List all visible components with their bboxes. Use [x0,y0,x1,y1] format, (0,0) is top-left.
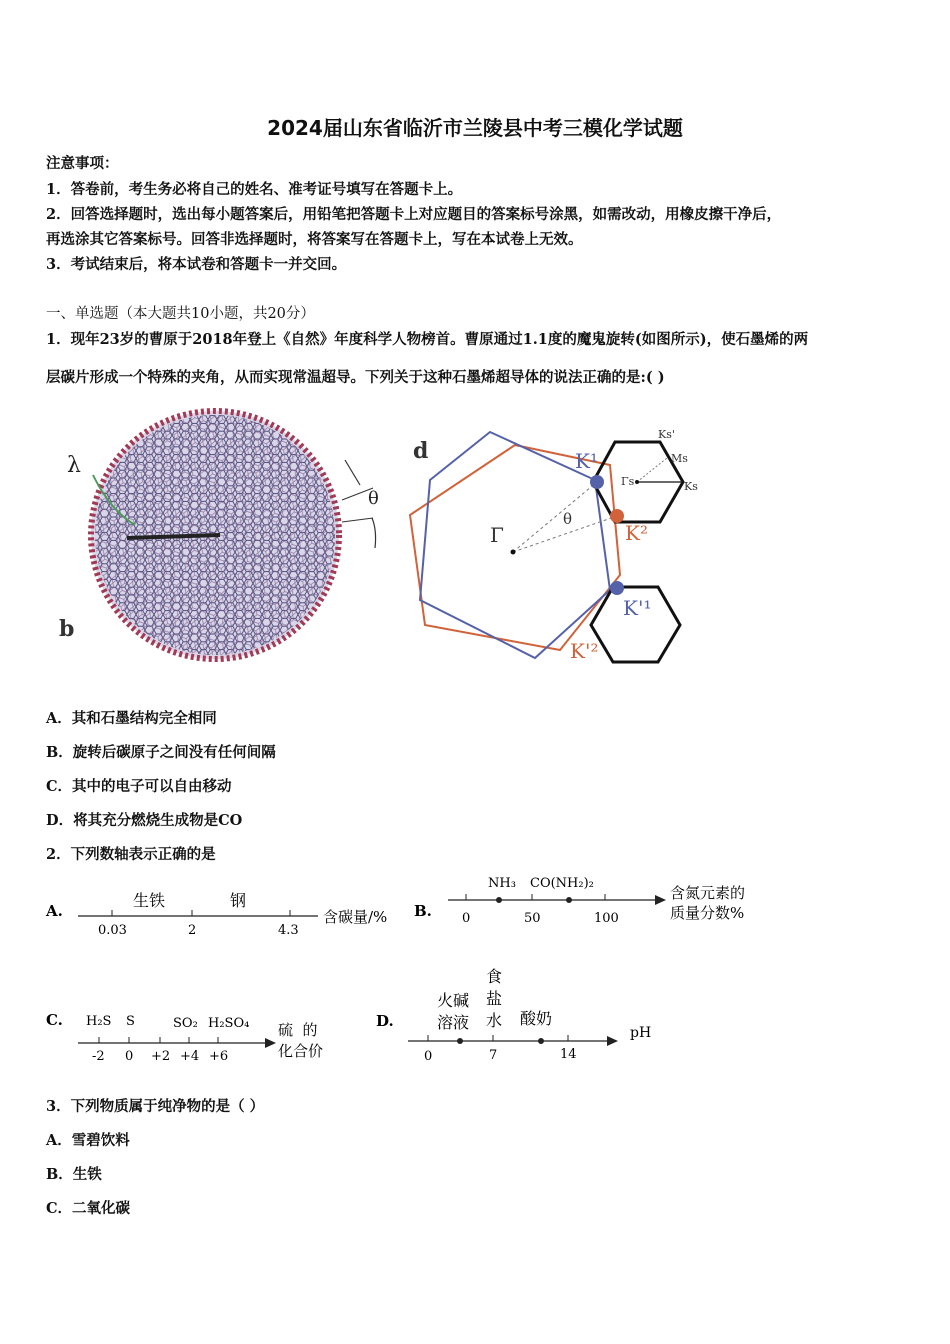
q3-stem: 3．下列物质属于纯净物的是（ ） [46,1098,265,1115]
q2-b-letter: B. [414,902,432,920]
notice-item-1: 1．答卷前，考生务必将自己的姓名、准考证号填写在答题卡上。 [46,181,463,198]
q3-option-b[interactable]: B．生铁 [46,1166,102,1183]
q1-option-b[interactable]: B．旋转后碳原子之间没有任何间隔 [46,744,276,761]
q2-d-label-salt-2: 盐 [486,989,503,1008]
q2-c-tick-2: 0 [125,1049,134,1064]
q2-a-tick-1: 0.03 [98,923,127,938]
k2-point [610,509,624,523]
notice-item-3: 3．考试结束后，将本试卷和答题卡一并交回。 [46,256,347,273]
ks-prime-label: Ks' [658,428,675,441]
kp2-label: K'² [570,639,599,663]
notice-heading: 注意事项： [46,155,119,172]
q2-b-label-nh3: NH₃ [488,876,516,891]
figure-d [405,420,705,670]
q2-c-axis-label-2: 化合价 [278,1042,324,1060]
theta-label-b: θ [368,488,379,509]
notice-item-2: 2．回答选择题时，选出每小题答案后，用铅笔把答题卡上对应题目的答案标号涂黑，如需改动，用橡皮擦干净后， [46,206,782,223]
gamma-label: Γ [490,523,504,547]
q2-b-axis-label-2: 质量分数% [670,904,745,922]
q2-stem: 2．下列数轴表示正确的是 [46,846,216,863]
q2-b-axis-label-1: 含氮元素的 [670,884,746,902]
q2-a-tick-2: 2 [188,923,197,938]
gamma-s-label: Γs [621,475,635,488]
q2-c-letter: C. [46,1011,63,1029]
q2-option-d[interactable] [372,962,672,1067]
q2-a-label-steel: 钢 [230,891,247,910]
q1-option-d[interactable]: D．将其充分燃烧生成物是CO [46,812,243,829]
q2-b-label-urea: CO(NH₂)₂ [530,876,594,891]
figure-d-label: d [413,438,429,464]
q3-option-a[interactable]: A．雪碧饮料 [46,1132,130,1149]
q2-c-axis-label-1: 硫 的 [278,1021,318,1039]
figure-b-label: b [59,616,75,642]
q2-d-letter: D. [376,1012,394,1030]
k1-point [590,475,604,489]
q2-b-tick-3: 100 [594,911,619,926]
q1-stem-line2: 层碳片形成一个特殊的夹角，从而实现常温超导。下列关于这种石墨烯超导体的说法正确的是:( ) [46,369,665,386]
q2-c-label-so2: SO₂ [173,1016,198,1031]
q3-option-c[interactable]: C．二氧化碳 [46,1200,131,1217]
notice-item-2-cont: 再选涂其它答案标号。回答非选择题时，将答案写在答题卡上，写在本试卷上无效。 [46,231,583,248]
q1-option-c[interactable]: C．其中的电子可以自由移动 [46,778,232,795]
q2-c-label-s: S [126,1014,135,1029]
ms-label: Ms [671,452,688,465]
kp1-point [610,581,624,595]
k2-label: K² [625,521,648,545]
q2-d-axis-label: pH [630,1025,652,1041]
q2-c-label-h2s: H₂S [86,1014,112,1029]
q2-d-label-yogurt: 酸奶 [520,1009,553,1028]
page-title: 2024届山东省临沂市兰陵县中考三模化学试题 [267,116,683,140]
q2-d-label-salt-1: 食 [486,967,503,986]
q1-option-a[interactable]: A．其和石墨结构完全相同 [46,710,217,727]
q1-stem-line1: 1．现年23岁的曹原于2018年登上《自然》年度科学人物榜首。曹原通过1.1度的魔鬼旋转(如图所示)，使石墨烯的两 [46,331,809,348]
q2-d-tick-2: 7 [489,1048,498,1063]
q2-a-axis-label: 含碳量/% [323,908,388,926]
q2-d-tick-1: 0 [424,1049,433,1064]
q2-a-letter: A. [46,902,63,920]
q2-a-tick-3: 4.3 [278,923,299,938]
q2-d-label-lye-1: 火碱 [437,991,470,1010]
q2-option-c[interactable] [40,1005,360,1070]
figure-b [55,400,400,670]
ks-label: Ks [684,480,698,493]
q2-d-label-lye-2: 溶液 [437,1013,470,1032]
lambda-label: λ [67,453,81,478]
q2-option-a[interactable] [40,880,410,945]
q2-c-tick-5: +6 [209,1049,229,1064]
theta-label-d: θ [563,510,573,528]
q2-c-tick-3: +2 [151,1049,171,1064]
q2-d-label-salt-3: 水 [486,1011,503,1030]
k1-label: K¹ [575,449,598,473]
q2-b-tick-2: 50 [524,911,541,926]
q2-d-tick-3: 14 [560,1047,577,1062]
q2-c-tick-4: +4 [180,1049,200,1064]
q2-c-tick-1: -2 [92,1049,105,1064]
q2-c-label-h2so4: H₂SO₄ [208,1016,250,1031]
q2-b-tick-1: 0 [462,911,471,926]
kp1-label: K'¹ [623,596,652,620]
q2-option-b[interactable] [410,870,770,945]
section-heading: 一、单选题（本大题共10小题，共20分） [46,306,315,322]
q2-a-label-pig-iron: 生铁 [133,891,166,910]
